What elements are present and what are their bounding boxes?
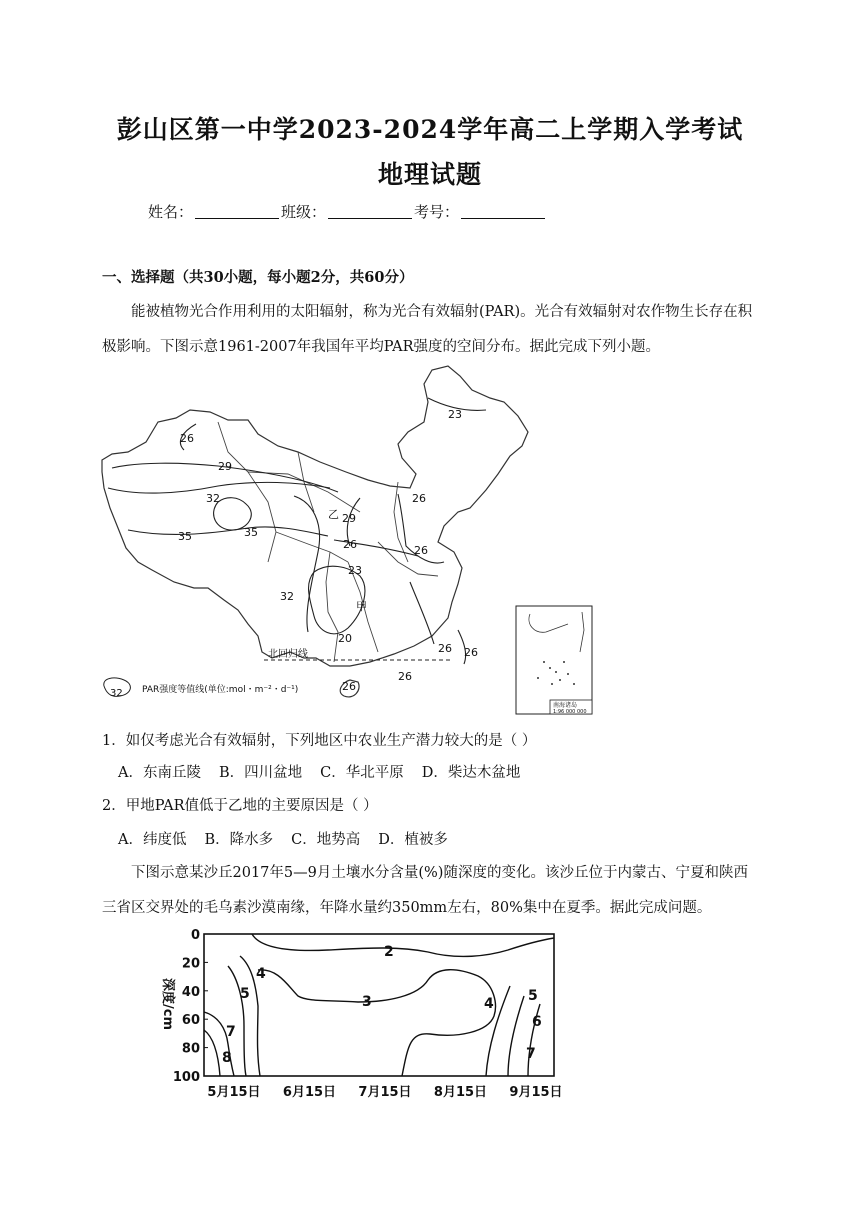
intro-paragraph-2: 下图示意某沙丘2017年5—9月土壤水分含量(%)随深度的变化。该沙丘位于内蒙古、宁夏和陕西三省区交界处的毛乌素沙漠南缘，年降水量约350mm左右，80%集中在夏季。据此完成问题。 <box>102 865 748 916</box>
exam-subtitle: 地理试题 <box>377 160 482 189</box>
contour-label: 23 <box>348 564 362 577</box>
question-2-stem: 2．甲地PAR值低于乙地的主要原因是（ ） <box>102 798 378 814</box>
map-contour-labels <box>178 408 478 693</box>
q1-option-b[interactable]: B．四川盆地 <box>218 765 303 781</box>
intro-paragraph-1: 能被植物光合作用利用的太阳辐射，称为光合有效辐射(PAR)。光合有效辐射对农作物生长存在积极影响。下图示意1961-2007年我国年平均PAR强度的空间分布。据此完成下列小题。 <box>102 304 753 355</box>
q1-option-c[interactable]: C．华北平原 <box>320 765 404 781</box>
x-tick-label: 6月15日 <box>282 1085 337 1100</box>
name-label: 姓名： <box>148 203 194 221</box>
contour-label: 26 <box>343 538 357 551</box>
plot-frame <box>204 934 554 1076</box>
legend-text: PAR强度等值线(单位:mol・m⁻²・d⁻¹) <box>142 685 299 695</box>
legend-value: 32 <box>110 688 123 699</box>
contour-label: 29 <box>218 460 232 473</box>
contour-label: 26 <box>180 432 194 445</box>
contour-label: 5 <box>240 986 250 1002</box>
contour-label: 23 <box>448 408 462 421</box>
q2-option-a[interactable]: A．纬度低 <box>118 832 187 848</box>
contour-label: 26 <box>464 646 478 659</box>
par-map-figure <box>98 362 608 720</box>
y-tick-label: 80 <box>181 1041 200 1057</box>
x-tick-label: 5月15日 <box>207 1085 261 1100</box>
q2-option-b[interactable]: B．降水多 <box>204 832 274 848</box>
contour-label: 7 <box>526 1046 536 1062</box>
number-blank[interactable] <box>461 204 545 219</box>
y-tick-label: 100 <box>172 1070 200 1085</box>
y-tick-label: 40 <box>181 984 200 1000</box>
inset-label: 南海诸岛 <box>553 702 578 709</box>
place-label-yi: 乙 <box>328 508 339 521</box>
class-label: 班级： <box>281 203 327 221</box>
contour-label: 8 <box>222 1050 232 1066</box>
contour-label: 32 <box>206 492 220 505</box>
contour-label: 3 <box>362 994 372 1010</box>
class-blank[interactable] <box>328 204 412 219</box>
question-1-stem: 1．如仅考虑光合有效辐射，下列地区中农业生产潜力较大的是（ ） <box>102 733 537 749</box>
x-tick-label: 7月15日 <box>358 1085 412 1100</box>
name-blank[interactable] <box>195 204 279 219</box>
number-label: 考号： <box>414 203 460 221</box>
x-tick-label: 9月15日 <box>509 1085 563 1100</box>
place-label-jia: 甲 <box>356 600 367 613</box>
q1-option-d[interactable]: D．柴达木盆地 <box>421 765 521 781</box>
contour-label: 35 <box>178 530 192 543</box>
inset-scale: 1:96 000 000 <box>553 709 587 715</box>
contour-label: 4 <box>484 996 494 1012</box>
contour-label: 26 <box>412 492 426 505</box>
south-china-sea-inset <box>516 606 592 715</box>
contour-label: 26 <box>438 642 452 655</box>
y-axis-label: 深度/cm <box>160 978 175 1031</box>
contour-label: 29 <box>342 512 356 525</box>
contour-label: 35 <box>244 526 258 539</box>
contour-label: 6 <box>532 1014 542 1030</box>
tropic-label: 北回归线 <box>268 649 308 660</box>
contour-label: 32 <box>280 590 294 603</box>
contour-label: 7 <box>226 1024 236 1040</box>
contour-label: 26 <box>398 670 412 683</box>
contour-label: 2 <box>384 944 394 960</box>
q2-option-c[interactable]: C．地势高 <box>291 832 361 848</box>
contour-label: 20 <box>338 632 352 645</box>
y-tick-label: 60 <box>181 1013 200 1029</box>
contour-label: 4 <box>256 966 266 982</box>
section-heading: 一、选择题（共30小题，每小题2分，共60分） <box>102 269 414 286</box>
student-info-row <box>148 201 547 222</box>
question-2-options <box>118 830 466 850</box>
x-axis-ticks <box>207 1085 562 1100</box>
q1-option-a[interactable]: A．东南丘陵 <box>118 765 201 781</box>
y-tick-label: 0 <box>190 928 200 943</box>
contour-label: 26 <box>342 680 356 693</box>
soil-moisture-chart <box>148 926 568 1104</box>
q2-option-d[interactable]: D．植被多 <box>378 832 448 848</box>
y-axis-ticks <box>173 928 208 1085</box>
contour-label: 5 <box>528 988 538 1004</box>
par-contours <box>108 398 486 664</box>
contour-label: 26 <box>414 544 428 557</box>
x-tick-label: 8月15日 <box>433 1085 488 1100</box>
y-tick-label: 20 <box>181 956 200 972</box>
question-1-options <box>118 763 538 783</box>
exam-title: 彭山区第一中学2023-2024学年高二上学期入学考试 <box>116 115 744 144</box>
